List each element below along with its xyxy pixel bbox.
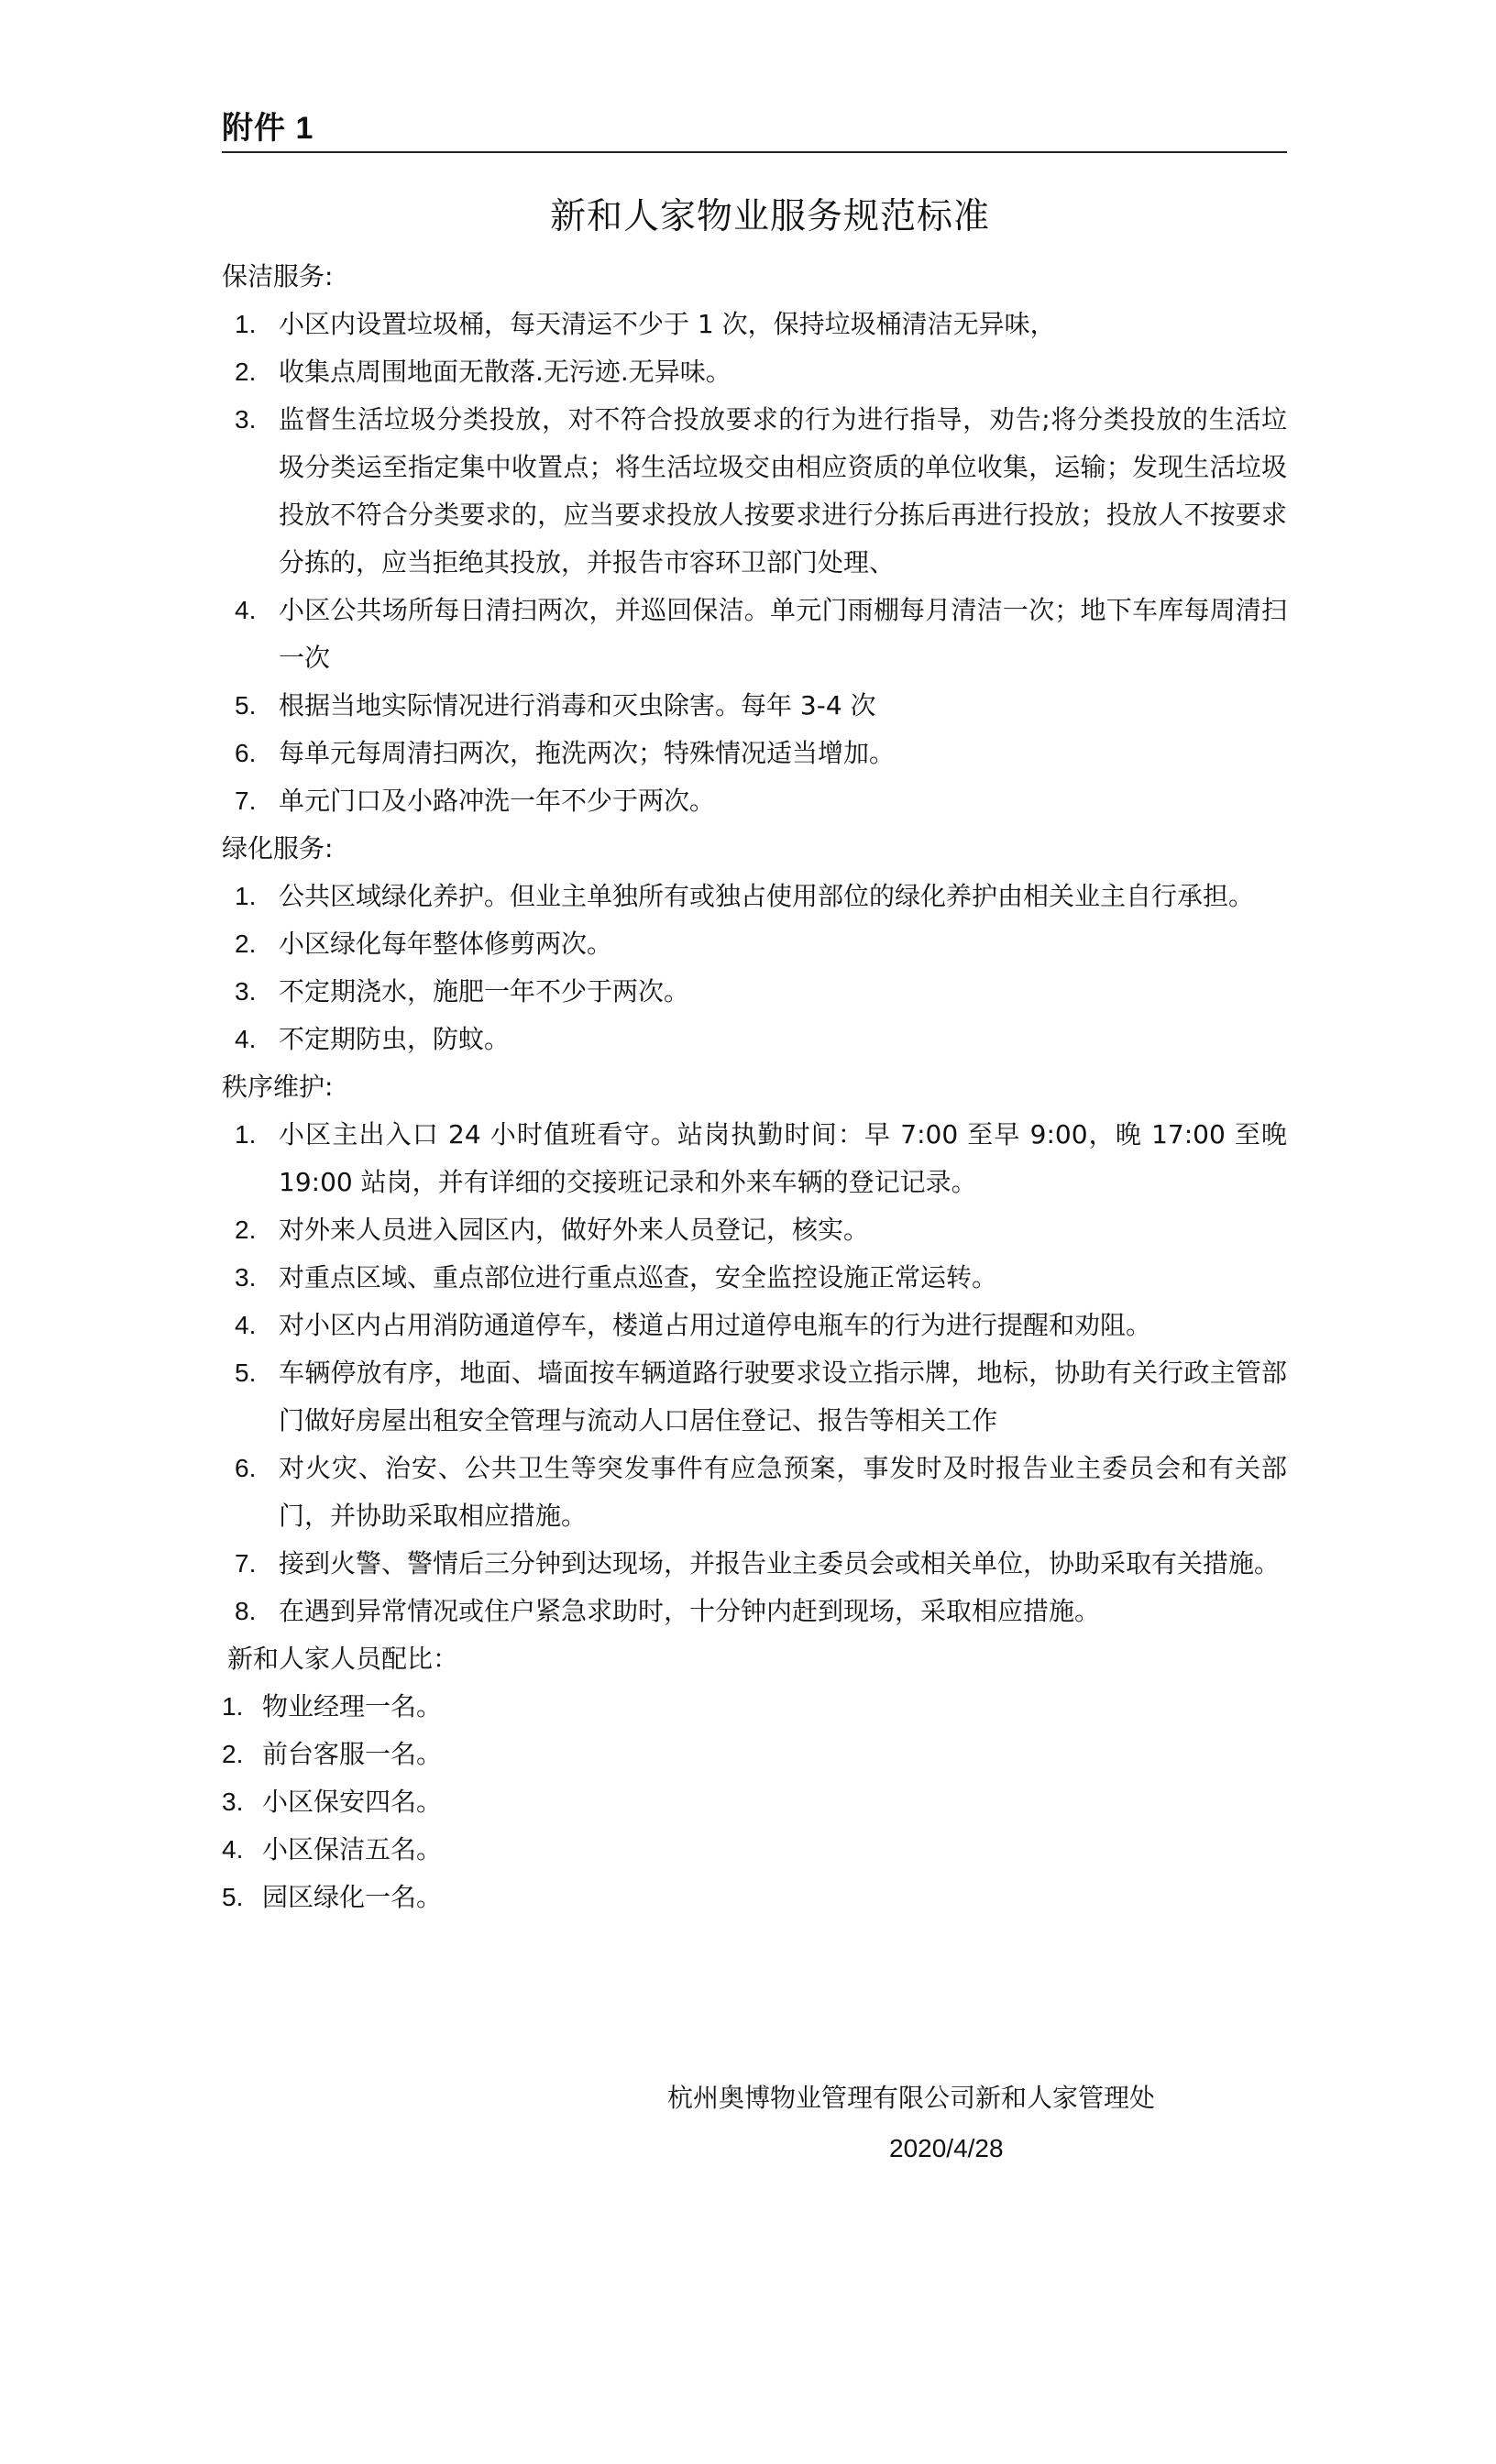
list-text: 公共区域绿化养护。但业主单独所有或独占使用部位的绿化养护由相关业主自行承担。	[279, 881, 1255, 911]
list-number: 6.	[235, 739, 257, 767]
section-2	[222, 825, 1287, 1063]
section-heading: 秩序维护:	[222, 1072, 334, 1102]
list-item	[222, 1254, 1287, 1302]
list-number: 1.	[235, 310, 257, 338]
list-text: 监督生活垃圾分类投放，对不符合投放要求的行为进行指导，劝告;将分类投放的生活垃圾分类运至指定集中收置点；将生活垃圾交由相应资质的单位收集，运输；发现生活垃圾投放不符合分类要求的，应当要求投放人按要求进行分拣后再进行投放；投放人不按要求分拣的，应当拒绝其投放，并报告市容环卫部门处理、	[279, 404, 1287, 578]
list-item	[222, 348, 1287, 396]
attachment-label: 附件 1	[222, 111, 314, 146]
list-number: 3.	[235, 405, 257, 434]
staff-list	[222, 1683, 1287, 1921]
service-sections	[222, 253, 1287, 1635]
staff-item	[222, 1874, 1287, 1921]
list-text: 园区绿化一名。	[262, 1882, 443, 1912]
list-number: 6.	[235, 1454, 257, 1482]
list-item	[222, 1302, 1287, 1349]
staff-item	[222, 1826, 1287, 1874]
list-text: 物业经理一名。	[262, 1691, 443, 1722]
list-text: 根据当地实际情况进行消毒和灭虫除害。每年 3-4 次	[279, 690, 876, 720]
list-text: 单元门口及小路冲洗一年不少于两次。	[279, 786, 716, 816]
list-item	[222, 920, 1287, 968]
staff-section	[222, 1635, 1287, 1921]
list-number: 4.	[235, 596, 257, 624]
list-number: 5.	[235, 691, 257, 720]
list-number: 4.	[235, 1025, 257, 1053]
list-item	[222, 1540, 1287, 1588]
header-rule	[222, 151, 1287, 153]
list-text: 前台客服一名。	[262, 1739, 443, 1769]
list-text: 每单元每周清扫两次，拖洗两次；特殊情况适当增加。	[279, 738, 896, 768]
list-item	[222, 1016, 1287, 1063]
section-heading: 绿化服务:	[222, 833, 334, 864]
list-text: 对重点区域、重点部位进行重点巡查，安全监控设施正常运转。	[279, 1262, 998, 1292]
list-text: 对外来人员进入园区内，做好外来人员登记，核实。	[279, 1215, 870, 1245]
list-item	[222, 1445, 1287, 1540]
list-text: 对小区内占用消防通道停车，楼道占用过道停电瓶车的行为进行提醒和劝阻。	[279, 1310, 1152, 1340]
list-number: 4.	[222, 1835, 244, 1864]
list-number: 5.	[235, 1358, 257, 1387]
list-number: 4.	[235, 1311, 257, 1339]
list-text: 小区公共场所每日清扫两次，并巡回保洁。单元门雨棚每月清洁一次；地下车库每周清扫一次	[279, 595, 1287, 673]
list-item	[222, 1111, 1287, 1206]
list-item	[222, 968, 1287, 1016]
list-number: 1.	[235, 882, 257, 910]
list-number: 1.	[222, 1692, 244, 1721]
signature-date: 2020/4/28	[889, 2134, 1004, 2162]
document-body	[222, 253, 1287, 1921]
list-text: 车辆停放有序，地面、墙面按车辆道路行驶要求设立指示牌，地标，协助有关行政主管部门做好房屋出租安全管理与流动人口居住登记、报告等相关工作	[279, 1358, 1287, 1436]
list-text: 不定期防虫，防蚊。	[279, 1024, 511, 1054]
list-number: 5.	[222, 1883, 244, 1911]
signature-org: 杭州奥博物业管理有限公司新和人家管理处	[667, 2083, 1156, 2113]
list-item	[222, 301, 1287, 348]
list-text: 在遇到异常情况或住户紧急求助时，十分钟内赶到现场，采取相应措施。	[279, 1596, 1101, 1626]
list-item	[222, 873, 1287, 920]
section-3	[222, 1063, 1287, 1635]
document-title: 新和人家物业服务规范标准	[549, 196, 990, 237]
list-number: 3.	[222, 1788, 244, 1816]
list-number: 3.	[235, 977, 257, 1006]
list-item	[222, 730, 1287, 777]
list-text: 对火灾、治安、公共卫生等突发事件有应急预案，事发时及时报告业主委员会和有关部门，并协助采取相应措施。	[279, 1453, 1287, 1531]
list-number: 2.	[235, 1216, 257, 1244]
staff-heading: 新和人家人员配比：	[227, 1644, 459, 1674]
list-number: 3.	[235, 1263, 257, 1292]
list-text: 接到火警、警情后三分钟到达现场，并报告业主委员会或相关单位，协助采取有关措施。	[279, 1548, 1281, 1578]
list-number: 8.	[235, 1597, 257, 1625]
list-item	[222, 396, 1287, 587]
staff-item	[222, 1778, 1287, 1826]
list-item	[222, 777, 1287, 825]
staff-item	[222, 1683, 1287, 1731]
list-number: 2.	[235, 930, 257, 958]
list-item	[222, 587, 1287, 682]
list-text: 不定期浇水，施肥一年不少于两次。	[279, 976, 690, 1006]
list-item	[222, 1588, 1287, 1635]
list-number: 1.	[235, 1120, 257, 1149]
list-text: 小区保安四名。	[262, 1787, 443, 1817]
section-1	[222, 253, 1287, 825]
list-item	[222, 682, 1287, 730]
list-text: 小区保洁五名。	[262, 1834, 443, 1864]
list-text: 小区内设置垃圾桶，每天清运不少于 1 次，保持垃圾桶清洁无异味，	[279, 309, 1056, 339]
list-text: 小区主出入口 24 小时值班看守。站岗执勤时间：早 7:00 至早 9:00，晚 17:00 至晚 19:00 站岗，并有详细的交接班记录和外来车辆的登记记录。	[279, 1119, 1287, 1197]
list-text: 小区绿化每年整体修剪两次。	[279, 929, 613, 959]
list-number: 2.	[222, 1740, 244, 1768]
list-number: 2.	[235, 358, 257, 386]
section-heading: 保洁服务:	[222, 261, 334, 292]
list-item	[222, 1349, 1287, 1445]
staff-item	[222, 1731, 1287, 1778]
list-item	[222, 1206, 1287, 1254]
list-text: 收集点周围地面无散落.无污迹.无异味。	[279, 357, 732, 387]
list-number: 7.	[235, 786, 257, 815]
list-number: 7.	[235, 1549, 257, 1578]
